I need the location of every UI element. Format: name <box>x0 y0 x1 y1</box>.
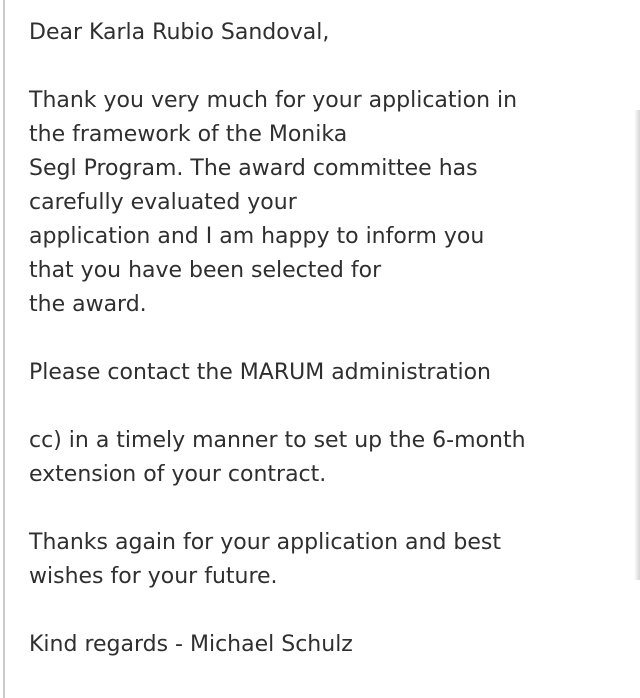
left-border-line <box>3 0 5 698</box>
body-line: that you have been selected for <box>29 258 382 283</box>
paragraph-contract-extension <box>29 424 629 492</box>
paragraph-contact <box>29 356 629 390</box>
body-line: Please contact the MARUM administration <box>29 360 491 385</box>
body-line: Segl Program. The award committee has <box>29 156 478 181</box>
body-line: Thanks again for your application and best <box>29 530 502 555</box>
paragraph-gap <box>29 50 629 84</box>
paragraph-gap <box>29 322 629 356</box>
body-line: extension of your contract. <box>29 462 327 487</box>
paragraph-award-notice <box>29 84 629 322</box>
body-line: application and I am happy to inform you <box>29 224 485 249</box>
paragraph-gap <box>29 594 629 628</box>
body-line: the award. <box>29 292 147 317</box>
email-body <box>29 16 629 662</box>
paragraph-gap <box>29 492 629 526</box>
body-line: Thank you very much for your application in <box>29 88 518 113</box>
scroll-edge-shadow <box>634 110 640 580</box>
body-line: wishes for your future. <box>29 564 278 589</box>
closing-signature: Kind regards - Michael Schulz <box>29 632 353 657</box>
body-line: carefully evaluated your <box>29 190 297 215</box>
paragraph-gap <box>29 390 629 424</box>
body-line: the framework of the Monika <box>29 122 348 147</box>
paragraph-thanks <box>29 526 629 594</box>
body-line: cc) in a timely manner to set up the 6-month <box>29 428 526 453</box>
greeting: Dear Karla Rubio Sandoval, <box>29 20 330 45</box>
